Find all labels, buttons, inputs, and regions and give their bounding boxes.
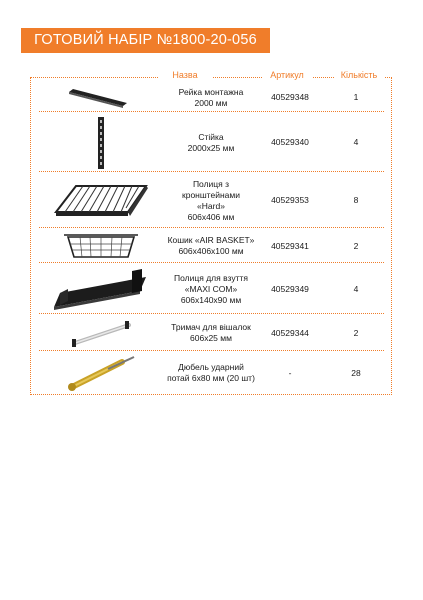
column-header-qty: Кількість [334, 68, 384, 82]
mounting-rail-image [39, 83, 162, 112]
row-divider [39, 313, 384, 314]
item-qty: 4 [353, 283, 359, 294]
row-divider [39, 171, 384, 172]
page-title: ГОТОВИЙ НАБІР №1800-20-056 [21, 28, 270, 53]
item-qty: 1 [353, 92, 359, 102]
table-row [39, 315, 384, 351]
item-article: 40529340 [271, 137, 309, 147]
item-article: 40529353 [271, 195, 309, 205]
row-divider [39, 111, 384, 112]
dowel-image [39, 352, 162, 394]
table-row [39, 83, 384, 112]
table-row [39, 173, 384, 228]
item-name: Стійка 2000х25 мм [187, 131, 235, 153]
item-name: Тримач для вішалок 606х25 мм [171, 322, 251, 343]
item-name: Кошик «AIR BASKET» 606х406х100 мм [167, 235, 255, 256]
hanger-rail-image [39, 315, 162, 351]
shoe-shelf-image [39, 264, 162, 314]
item-name: Полиця для взуття «MAXI COM» 606х140х90 мм [174, 272, 248, 305]
item-qty: 4 [353, 137, 359, 147]
item-article: 40529349 [271, 283, 309, 294]
item-name: Дюбель ударний потай 6х80 мм (20 шт) [167, 362, 255, 383]
table-row [39, 352, 384, 394]
item-qty: 28 [351, 367, 361, 378]
column-header-name: Назва [158, 68, 212, 82]
item-name: Полиця з кронштейнами «Hard» 606х406 мм [182, 178, 240, 222]
item-article: 40529344 [271, 327, 309, 338]
row-divider [39, 227, 384, 228]
item-qty: 2 [353, 327, 359, 338]
item-article: - [288, 367, 292, 378]
table-row [39, 229, 384, 263]
table-row [39, 113, 384, 172]
item-name: Рейка монтажна 2000 мм [178, 86, 244, 108]
item-qty: 8 [353, 195, 359, 205]
wire-shelf-image [39, 173, 162, 228]
item-qty: 2 [353, 240, 359, 251]
row-divider [39, 262, 384, 263]
wire-basket-image [39, 229, 162, 263]
item-article: 40529341 [271, 240, 309, 251]
upright-image [39, 113, 162, 172]
row-divider [39, 350, 384, 351]
column-header-article: Артикул [262, 68, 312, 82]
table-row [39, 264, 384, 314]
item-article: 40529348 [271, 92, 309, 102]
